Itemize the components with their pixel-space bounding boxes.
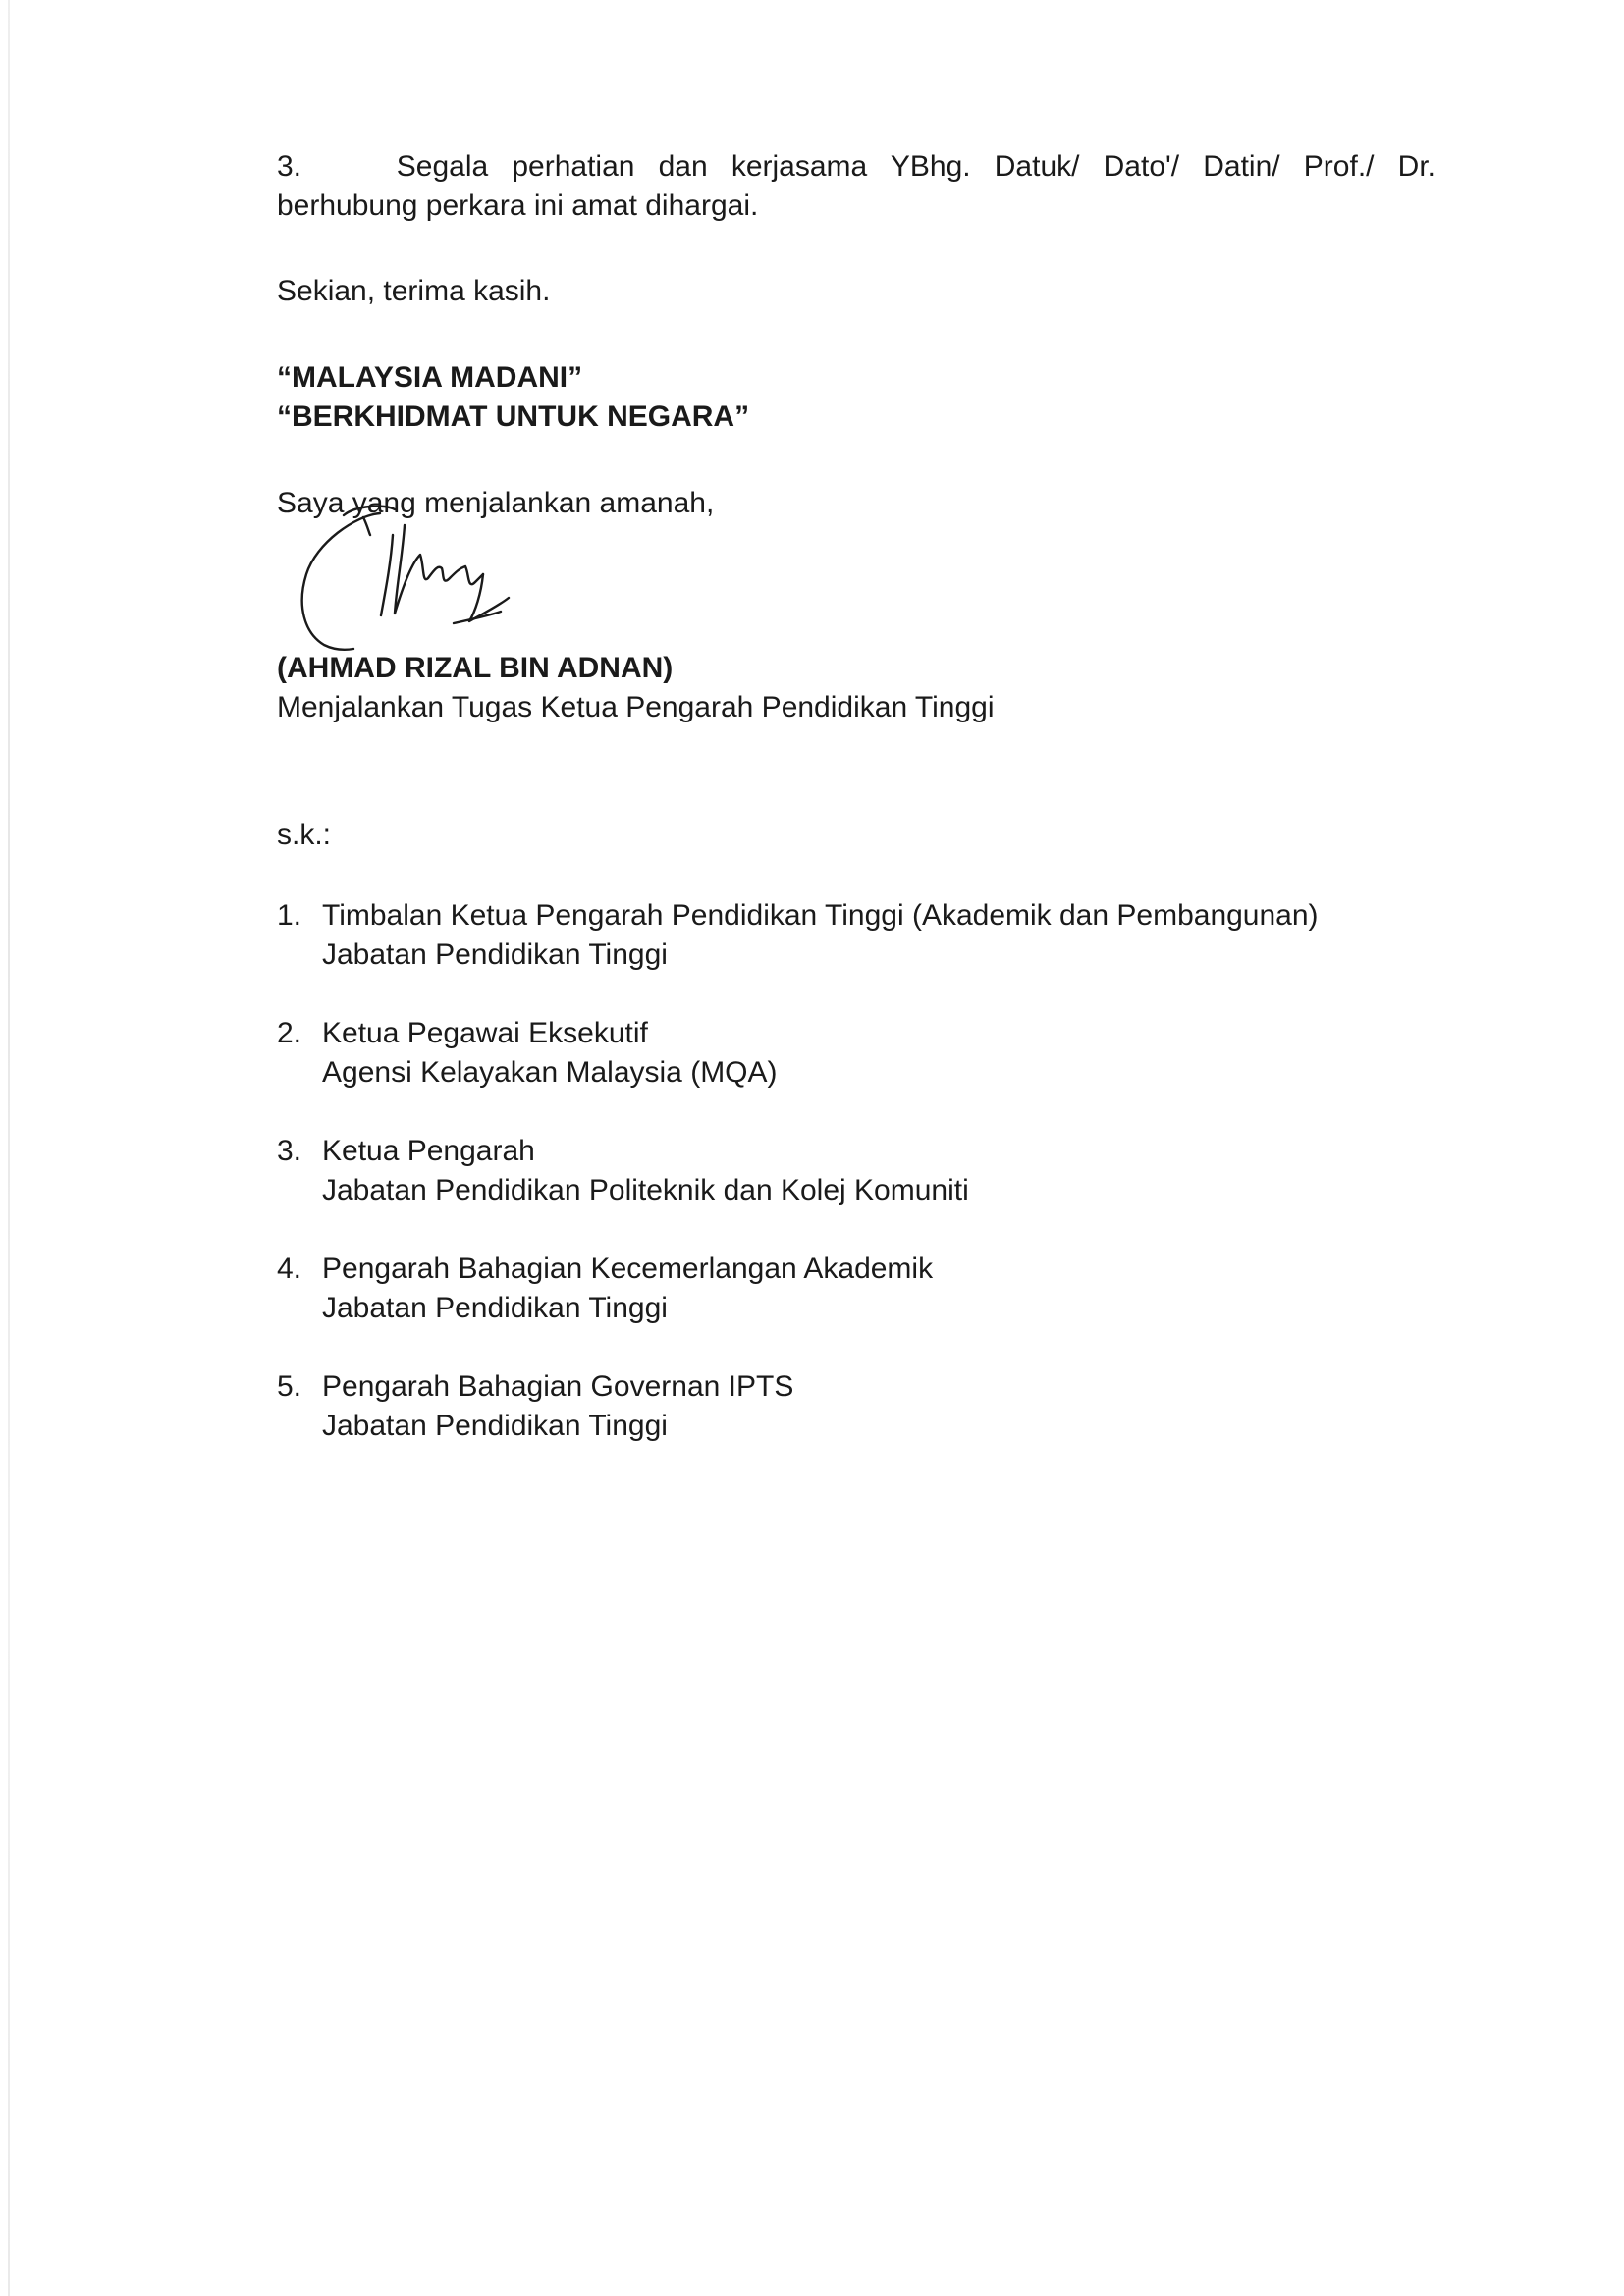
cc-label: s.k.: (277, 819, 332, 851)
cc-item (277, 896, 1435, 975)
cc-item-line-2: Agensi Kelayakan Malaysia (MQA) (322, 1056, 778, 1089)
cc-item-number: 2. (277, 1017, 302, 1049)
cc-item-line-2: Jabatan Pendidikan Tinggi (322, 1292, 668, 1324)
signature-icon (247, 496, 562, 663)
cc-item-line-2: Jabatan Pendidikan Tinggi (322, 1410, 668, 1442)
cc-item (277, 1367, 1435, 1446)
closing-remark: Sekian, terima kasih. (277, 275, 551, 307)
cc-item-line-2: Jabatan Pendidikan Tinggi (322, 938, 668, 971)
cc-item-number: 3. (277, 1135, 302, 1167)
cc-item-line-1: Pengarah Bahagian Governan IPTS (322, 1370, 794, 1403)
signer-role: Menjalankan Tugas Ketua Pengarah Pendidikan Tinggi (277, 691, 995, 723)
signer-name: (AHMAD RIZAL BIN ADNAN) (277, 652, 674, 684)
paragraph-text: Segala perhatian dan kerjasama YBhg. Datuk/ Dato'/ Datin/ Prof./ Dr. (396, 150, 1435, 183)
cc-item-number: 1. (277, 899, 302, 932)
motto-line-1: “MALAYSIA MADANI” (277, 361, 583, 394)
paragraph-3 (277, 147, 1435, 226)
scan-edge (8, 0, 10, 2296)
cc-item (277, 1250, 1435, 1328)
paragraph-3-line-1 (277, 147, 1435, 187)
cc-item-line-1: Timbalan Ketua Pengarah Pendidikan Tinggi (Akademik dan Pembangunan) (322, 899, 1319, 932)
cc-list (277, 896, 1435, 1446)
motto (277, 358, 1435, 437)
paragraph-number: 3. (277, 150, 302, 183)
cc-item-line-1: Ketua Pegawai Eksekutif (322, 1017, 648, 1049)
cc-item-line-2: Jabatan Pendidikan Politeknik dan Kolej Komuniti (322, 1174, 969, 1206)
cc-item-line-1: Pengarah Bahagian Kecemerlangan Akademik (322, 1253, 934, 1285)
handwritten-signature (277, 523, 630, 649)
cc-item-line-1: Ketua Pengarah (322, 1135, 535, 1167)
cc-item (277, 1132, 1435, 1210)
motto-line-2: “BERKHIDMAT UNTUK NEGARA” (277, 400, 750, 433)
cc-item-number: 4. (277, 1253, 302, 1285)
cc-item (277, 1014, 1435, 1093)
sign-intro: Saya yang menjalankan amanah, (277, 487, 715, 519)
letter-body (277, 147, 1435, 1485)
cc-item-number: 5. (277, 1370, 302, 1403)
paragraph-3-line-2: berhubung perkara ini amat dihargai. (277, 189, 759, 222)
